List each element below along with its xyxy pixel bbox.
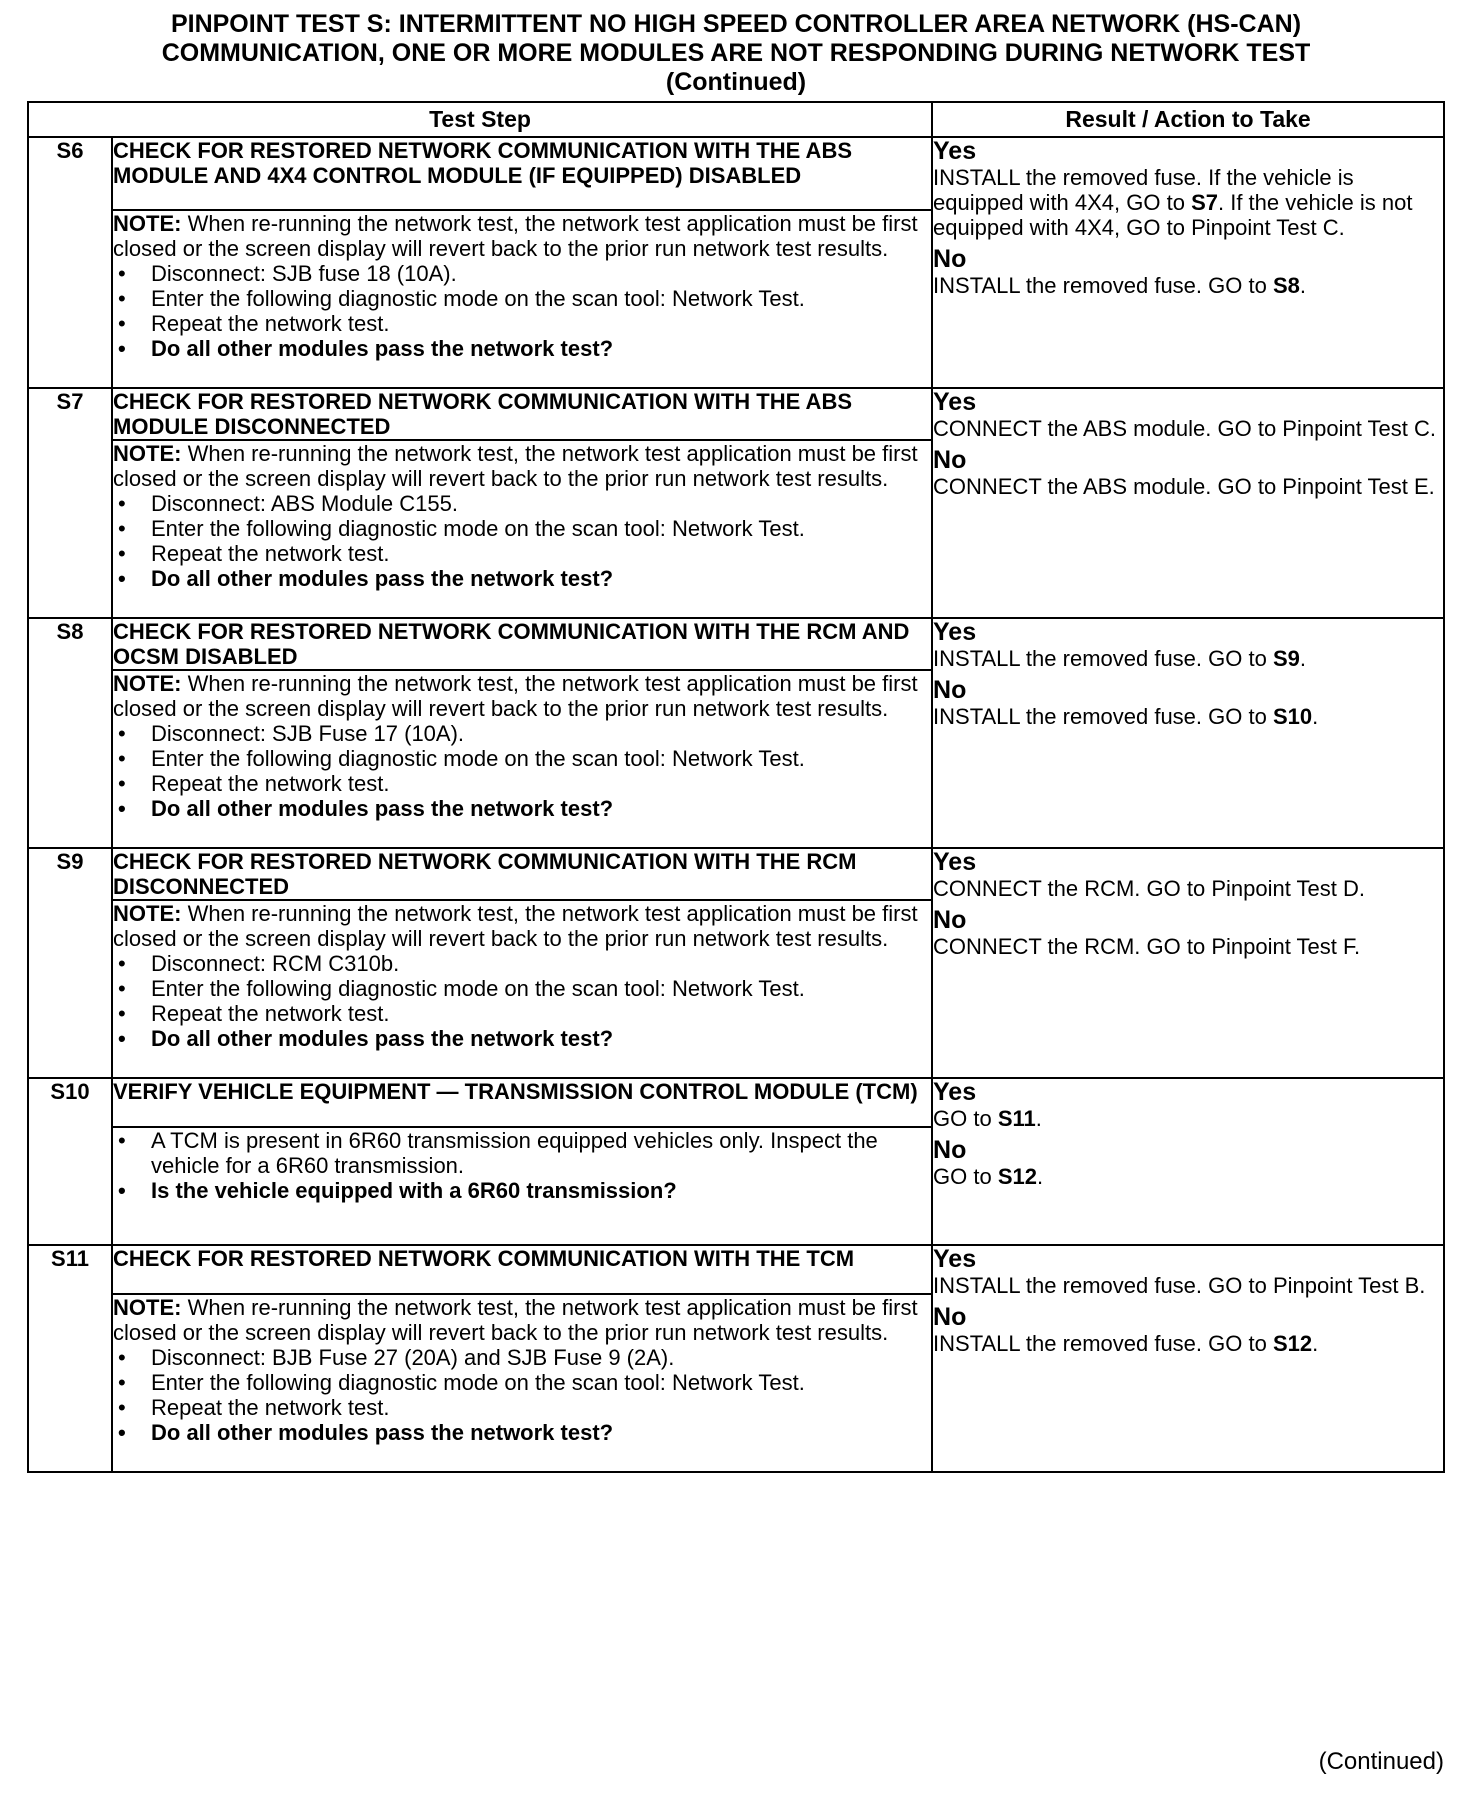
step-title: CHECK FOR RESTORED NETWORK COMMUNICATION WITH THE RCM AND OCSM DISABLED xyxy=(112,618,932,670)
step-title: CHECK FOR RESTORED NETWORK COMMUNICATION WITH THE TCM xyxy=(112,1245,932,1294)
header-test-step: Test Step xyxy=(28,102,932,137)
bullet: • Enter the following diagnostic mode on the scan tool: Network Test. xyxy=(113,976,931,1001)
bullet: • Disconnect: BJB Fuse 27 (20A) and SJB Fuse 9 (2A). xyxy=(113,1345,931,1370)
step-bullets xyxy=(113,261,931,361)
bullet: • Disconnect: SJB Fuse 17 (10A). xyxy=(113,721,931,746)
yes-label: Yes xyxy=(933,1245,977,1273)
no-label: No xyxy=(933,906,967,934)
bullet-question: • Do all other modules pass the network test? xyxy=(113,1420,931,1445)
step-result xyxy=(932,618,1444,848)
yes-label: Yes xyxy=(933,388,977,416)
bullet: • Enter the following diagnostic mode on the scan tool: Network Test. xyxy=(113,1370,931,1395)
title-line-2: COMMUNICATION, ONE OR MORE MODULES ARE NOT RESPONDING DURING NETWORK TEST xyxy=(161,39,1311,67)
step-result xyxy=(932,137,1444,388)
no-label: No xyxy=(933,676,967,704)
no-action: INSTALL the removed fuse. GO to S8. xyxy=(933,273,1306,298)
table-header-row xyxy=(28,102,1444,137)
step-result xyxy=(932,848,1444,1078)
yes-label: Yes xyxy=(933,1078,977,1106)
yes-action: CONNECT the ABS module. GO to Pinpoint Test C. xyxy=(933,416,1436,441)
no-action: GO to S12. xyxy=(933,1164,1044,1189)
step-title-row xyxy=(28,1245,1444,1294)
note: NOTE: When re-running the network test, the network test application must be first closed or the screen display will revert back to the prior run network test results. xyxy=(113,1295,918,1345)
pinpoint-test-table xyxy=(27,101,1445,1473)
step-result xyxy=(932,388,1444,618)
note: NOTE: When re-running the network test, the network test application must be first closed or the screen display will revert back to the prior run network test results. xyxy=(113,211,918,261)
bullet-question: • Do all other modules pass the network test? xyxy=(113,336,931,361)
bullet: • Enter the following diagnostic mode on the scan tool: Network Test. xyxy=(113,516,931,541)
note: NOTE: When re-running the network test, the network test application must be first closed or the screen display will revert back to the prior run network test results. xyxy=(113,671,918,721)
yes-label: Yes xyxy=(933,848,977,876)
no-action: INSTALL the removed fuse. GO to S12. xyxy=(933,1331,1319,1356)
step-id: S9 xyxy=(28,848,112,1078)
step-bullets xyxy=(113,491,931,591)
bullet: • Repeat the network test. xyxy=(113,771,931,796)
no-action: CONNECT the ABS module. GO to Pinpoint Test E. xyxy=(933,474,1435,499)
bullet: • Repeat the network test. xyxy=(113,541,931,566)
bullet: • Repeat the network test. xyxy=(113,1395,931,1420)
no-label: No xyxy=(933,1303,967,1331)
step-title: VERIFY VEHICLE EQUIPMENT — TRANSMISSION CONTROL MODULE (TCM) xyxy=(112,1078,932,1127)
step-title-row xyxy=(28,137,1444,210)
step-body xyxy=(112,1127,932,1245)
step-body xyxy=(112,210,932,388)
title-line-3: (Continued) xyxy=(665,68,807,96)
step-result xyxy=(932,1078,1444,1245)
step-body xyxy=(112,900,932,1078)
continued-footer: (Continued) xyxy=(1318,1748,1444,1775)
yes-label: Yes xyxy=(933,618,977,646)
bullet-question: • Do all other modules pass the network test? xyxy=(113,566,931,591)
step-bullets xyxy=(113,721,931,821)
bullet-question: • Is the vehicle equipped with a 6R60 transmission? xyxy=(113,1178,931,1203)
header-result: Result / Action to Take xyxy=(932,102,1444,137)
bullet-question: • Do all other modules pass the network test? xyxy=(113,1026,931,1051)
step-body xyxy=(112,670,932,848)
no-label: No xyxy=(933,446,967,474)
step-id: S11 xyxy=(28,1245,112,1472)
page-title xyxy=(20,10,1452,97)
yes-action: INSTALL the removed fuse. GO to Pinpoint Test B. xyxy=(933,1273,1426,1298)
step-id: S8 xyxy=(28,618,112,848)
bullet: • Disconnect: SJB fuse 18 (10A). xyxy=(113,261,931,286)
step-body xyxy=(112,440,932,618)
note: NOTE: When re-running the network test, the network test application must be first closed or the screen display will revert back to the prior run network test results. xyxy=(113,441,918,491)
no-action: CONNECT the RCM. GO to Pinpoint Test F. xyxy=(933,934,1361,959)
step-result xyxy=(932,1245,1444,1472)
bullet: • Repeat the network test. xyxy=(113,1001,931,1026)
step-id: S6 xyxy=(28,137,112,388)
no-label: No xyxy=(933,1136,967,1164)
no-label: No xyxy=(933,245,967,273)
step-id: S7 xyxy=(28,388,112,618)
note: NOTE: When re-running the network test, the network test application must be first closed or the screen display will revert back to the prior run network test results. xyxy=(113,901,918,951)
step-title-row xyxy=(28,848,1444,900)
step-bullets xyxy=(113,1345,931,1445)
yes-label: Yes xyxy=(933,137,977,165)
title-line-1: PINPOINT TEST S: INTERMITTENT NO HIGH SPEED CONTROLLER AREA NETWORK (HS-CAN) xyxy=(170,10,1302,38)
step-id: S10 xyxy=(28,1078,112,1245)
bullet-question: • Do all other modules pass the network test? xyxy=(113,796,931,821)
step-title: CHECK FOR RESTORED NETWORK COMMUNICATION WITH THE ABS MODULE AND 4X4 CONTROL MODULE (IF EQUIPPED) DISABLED xyxy=(112,137,932,210)
step-title-row xyxy=(28,388,1444,440)
yes-action: GO to S11. xyxy=(933,1106,1042,1131)
bullet: • A TCM is present in 6R60 transmission equipped vehicles only. Inspect the vehicle for a 6R60 transmission. xyxy=(113,1128,931,1178)
step-title: CHECK FOR RESTORED NETWORK COMMUNICATION WITH THE RCM DISCONNECTED xyxy=(112,848,932,900)
step-body xyxy=(112,1294,932,1472)
yes-action: INSTALL the removed fuse. If the vehicle is equipped with 4X4, GO to S7. If the vehicle is not equipped with 4X4, GO to Pinpoint Test C. xyxy=(933,165,1413,240)
bullet: • Disconnect: RCM C310b. xyxy=(113,951,931,976)
step-title-row xyxy=(28,618,1444,670)
bullet: • Repeat the network test. xyxy=(113,311,931,336)
bullet: • Disconnect: ABS Module C155. xyxy=(113,491,931,516)
step-bullets xyxy=(113,1128,931,1203)
step-bullets xyxy=(113,951,931,1051)
yes-action: CONNECT the RCM. GO to Pinpoint Test D. xyxy=(933,876,1366,901)
yes-action: INSTALL the removed fuse. GO to S9. xyxy=(933,646,1306,671)
step-title: CHECK FOR RESTORED NETWORK COMMUNICATION WITH THE ABS MODULE DISCONNECTED xyxy=(112,388,932,440)
bullet: • Enter the following diagnostic mode on the scan tool: Network Test. xyxy=(113,746,931,771)
bullet: • Enter the following diagnostic mode on the scan tool: Network Test. xyxy=(113,286,931,311)
no-action: INSTALL the removed fuse. GO to S10. xyxy=(933,704,1319,729)
step-title-row xyxy=(28,1078,1444,1127)
